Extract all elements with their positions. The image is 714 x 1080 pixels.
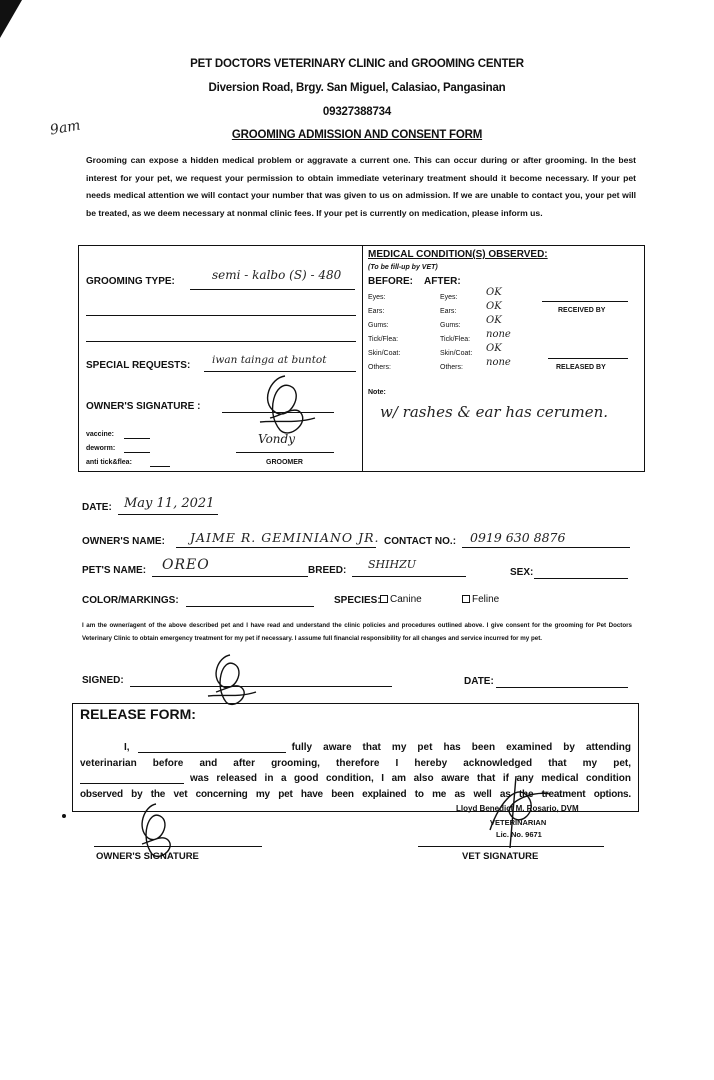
before-item: Gums: xyxy=(368,322,389,329)
special-requests-label: SPECIAL REQUESTS: xyxy=(86,360,191,371)
medical-subtitle: (To be fill-up by VET) xyxy=(368,264,438,271)
owner-sig-label: OWNER'S SIGNATURE xyxy=(96,851,199,862)
grooming-type-line xyxy=(190,289,355,290)
blank-line-2 xyxy=(86,341,356,342)
owner-name-line xyxy=(176,547,376,548)
after-values xyxy=(486,286,511,370)
pet-blank xyxy=(80,783,184,784)
sex-label: SEX: xyxy=(510,567,534,578)
groomer-label: GROOMER xyxy=(266,459,303,466)
after-item: Skin/Coat: xyxy=(440,350,473,357)
species-label: SPECIES: xyxy=(334,595,381,606)
breed-value: SHIHZU xyxy=(368,558,416,571)
pet-name-label: PET'S NAME: xyxy=(82,565,147,576)
before-item: Tick/Flea: xyxy=(368,336,399,343)
signed-line xyxy=(130,686,392,687)
feline-checkbox[interactable] xyxy=(462,595,470,603)
after-value: OK xyxy=(486,301,502,312)
after-item: Ears: xyxy=(440,308,457,315)
medical-title: MEDICAL CONDITION(S) OBSERVED: xyxy=(368,249,548,260)
special-requests-value: iwan tainga at buntot xyxy=(212,354,327,366)
clinic-address: Diversion Road, Brgy. San Miguel, Calasiao, Pangasinan xyxy=(208,82,506,94)
clinic-name: PET DOCTORS VETERINARY CLINIC and GROOMING CENTER xyxy=(190,58,524,70)
release-line-2: veterinarian before and after grooming, therefore I hereby acknowledged that my pet, xyxy=(80,757,631,769)
pet-name-value: OREO xyxy=(162,557,210,573)
after-item: Gums: xyxy=(440,322,461,329)
after-item: Others: xyxy=(440,364,463,371)
vaccine-label: vaccine: xyxy=(86,431,115,438)
consent-date-label: DATE: xyxy=(464,676,494,687)
grooming-type-value: semi - kalbo (S) - 480 xyxy=(212,268,342,282)
date-value: May 11, 2021 xyxy=(124,496,215,511)
owner-name-label: OWNER'S NAME: xyxy=(82,536,165,547)
canine-checkbox[interactable] xyxy=(380,595,388,603)
antitick-line xyxy=(150,466,170,467)
form-title: GROOMING ADMISSION AND CONSENT FORM xyxy=(231,129,483,141)
corner-mark xyxy=(0,0,24,40)
pet-name-line xyxy=(152,576,308,577)
vet-sig-label: VET SIGNATURE xyxy=(462,851,539,862)
sex-line xyxy=(534,578,628,579)
signed-label: SIGNED: xyxy=(82,675,124,686)
groomer-signature: Vondy xyxy=(258,432,295,446)
intro-paragraph: Grooming can expose a hidden medical problem or aggravate a current one. This can occur during or after grooming. In the best interest for your pet, we request your permission to obtain immediate veterinary treatment should it become necessary. If your pet needs medical attention we will contact your number that was given to us on admission. If we are unable to contact you, your pet will be treated, as we deem necessary at nonmal clinic fees. If your pet is currently on medication, please inform us. xyxy=(86,155,636,218)
vaccine-line xyxy=(124,438,150,439)
before-item: Eyes: xyxy=(368,294,386,301)
grooming-type-label: GROOMING TYPE: xyxy=(86,276,175,287)
breed-label: BREED: xyxy=(308,565,347,576)
after-label: AFTER: xyxy=(424,276,461,287)
owner-name-value: JAIME R. GEMINIANO JR. xyxy=(190,530,380,545)
release-line-3: was released in a good condition, I am also aware that if any medical condition xyxy=(80,771,631,787)
consent-date-line xyxy=(496,687,628,688)
vet-sig-line xyxy=(418,846,604,847)
contact-value: 0919 630 8876 xyxy=(470,530,566,545)
after-item: Tick/Flea: xyxy=(440,336,471,343)
margin-note: 9am xyxy=(48,117,82,139)
contact-line xyxy=(462,547,630,548)
stamp-line-2: Lic. No. 9671 xyxy=(496,830,542,839)
name-blank xyxy=(138,752,286,753)
breed-line xyxy=(352,576,466,577)
date-label: DATE: xyxy=(82,502,112,513)
after-value: OK xyxy=(486,287,502,298)
feline-option[interactable]: Feline xyxy=(462,594,499,605)
received-by-label: RECEIVED BY xyxy=(558,307,606,314)
released-by-label: RELEASED BY xyxy=(556,364,606,371)
note-label: Note: xyxy=(368,389,386,396)
release-line-4: observed by the vet concerning my pet have been explained to me as well as the treatment options. xyxy=(80,788,631,800)
after-list xyxy=(440,291,472,375)
received-by-line xyxy=(542,301,628,302)
contact-label: CONTACT NO.: xyxy=(384,536,457,547)
after-value: OK xyxy=(486,315,502,326)
canine-option[interactable]: Canine xyxy=(380,594,422,605)
owner-signature-label: OWNER'S SIGNATURE : xyxy=(86,401,201,412)
before-item: Others: xyxy=(368,364,391,371)
after-value: OK xyxy=(486,343,502,354)
after-item: Eyes: xyxy=(440,294,458,301)
deworm-label: deworm: xyxy=(86,445,116,452)
vet-name: Lloyd Benedict M. Rosario, DVM xyxy=(456,804,579,813)
stamp-line-1: VETERINARIAN xyxy=(490,818,547,827)
vet-signature xyxy=(470,770,570,850)
antitick-label: anti tick&flea: xyxy=(86,459,132,466)
blank-line-1 xyxy=(86,315,356,316)
box-divider xyxy=(362,245,363,472)
note-value: w/ rashes & ear has cerumen. xyxy=(380,403,609,421)
before-list xyxy=(368,291,400,375)
released-by-line xyxy=(548,358,628,359)
before-label: BEFORE: xyxy=(368,276,413,287)
consent-text: I am the owner/agent of the above described pet and I have read and understand the clinic policies and procedures outlined above. I give consent for the grooming for Pet Doctors Veterinary Clinic to obtain emergency treatment for my pet if necessary. I assume full financial responsibility for all changes and service incurred for my pet. xyxy=(82,622,632,642)
margin-dot xyxy=(62,814,66,818)
color-markings-label: COLOR/MARKINGS: xyxy=(82,595,179,606)
before-item: Skin/Coat: xyxy=(368,350,401,357)
before-item: Ears: xyxy=(368,308,385,315)
deworm-line xyxy=(124,452,150,453)
color-markings-line xyxy=(186,606,314,607)
after-value: none xyxy=(486,329,511,340)
date-line xyxy=(118,514,218,515)
after-value: none xyxy=(486,357,511,368)
groomer-line xyxy=(236,452,334,453)
release-title: RELEASE FORM: xyxy=(80,706,196,722)
release-line-1: I, fully aware that my pet has been examined by attending xyxy=(124,742,631,753)
clinic-phone: 09327388734 xyxy=(322,106,392,118)
